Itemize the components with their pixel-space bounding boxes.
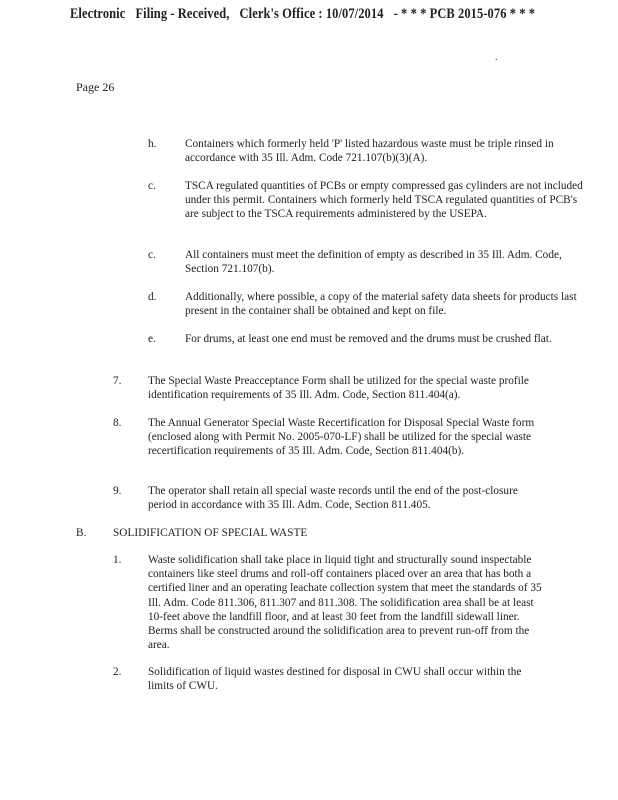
page-number: Page 26 (76, 80, 115, 94)
item-text: Waste solidification shall take place in liquid tight and structurally sound inspectable containers like steel drums and roll-off containers placed over an area that has both a certified liner and an operating leachate collection system that meet the standards of 35 Ill. Adm. Code 811.306, 811.307 and 811.308. The solidification area shall be at least 10-feet above the landfill floor, and at least 30 feet from the landfill sidewall liner. Berms shall be constructed around the solidification area to prevent run-off from the area. (148, 554, 542, 652)
item-marker: c. (148, 249, 156, 261)
header-filing-received: Filing - Received, (135, 6, 230, 22)
item-marker: c. (148, 180, 156, 192)
item-marker: h. (148, 138, 157, 150)
item-text: The operator shall retain all special waste records until the end of the post-closure period in accordance with 35 Ill. Adm. Code, Section 811.405. (148, 485, 518, 512)
item-marker: 1. (113, 554, 122, 566)
item-marker: 7. (113, 375, 122, 387)
section-title: SOLIDIFICATION OF SPECIAL WASTE (113, 527, 308, 539)
item-marker: d. (148, 291, 157, 303)
section-marker: B. (76, 527, 87, 539)
header-clerk-date: Clerk's Office : 10/07/2014 (239, 6, 384, 22)
item-marker: 2. (113, 666, 122, 678)
header-electronic: Electronic (70, 6, 126, 22)
item-marker: 9. (113, 485, 122, 497)
item-text: All containers must meet the definition of empty as described in 35 Ill. Adm. Code, Section 721.107(b). (185, 249, 562, 276)
item-text: TSCA regulated quantities of PCBs or empty compressed gas cylinders are not included under this permit. Containers which formerly held TSCA regulated quantities of PCB's are subject to the TSCA requirements administered by the USEPA. (185, 180, 583, 221)
filing-stamp-header (70, 6, 542, 23)
item-text: Containers which formerly held 'P' listed hazardous waste must be triple rinsed in accordance with 35 Ill. Adm. Code 721.107(b)(3)(A). (185, 138, 554, 165)
item-text: For drums, at least one end must be removed and the drums must be crushed flat. (185, 333, 552, 345)
item-text: Solidification of liquid wastes destined for disposal in CWU shall occur within the limits of CWU. (148, 666, 522, 693)
item-marker: e. (148, 333, 156, 345)
item-marker: 8. (113, 417, 122, 429)
item-text: The Special Waste Preacceptance Form shall be utilized for the special waste profile identification requirements of 35 Ill. Adm. Code, Section 811.404(a). (148, 375, 529, 402)
item-text: The Annual Generator Special Waste Recertification for Disposal Special Waste form (enclosed along with Permit No. 2005-070-LF) shall be utilized for the special waste recertification requirements of 35 Ill. Adm. Code, Section 811.404(b). (148, 417, 535, 458)
stray-mark: . (495, 52, 498, 63)
item-text: Additionally, where possible, a copy of the material safety data sheets for products last present in the container shall be obtained and kept on file. (185, 291, 577, 318)
header-case-number: - * * * PCB 2015-076 * * * (393, 6, 536, 22)
